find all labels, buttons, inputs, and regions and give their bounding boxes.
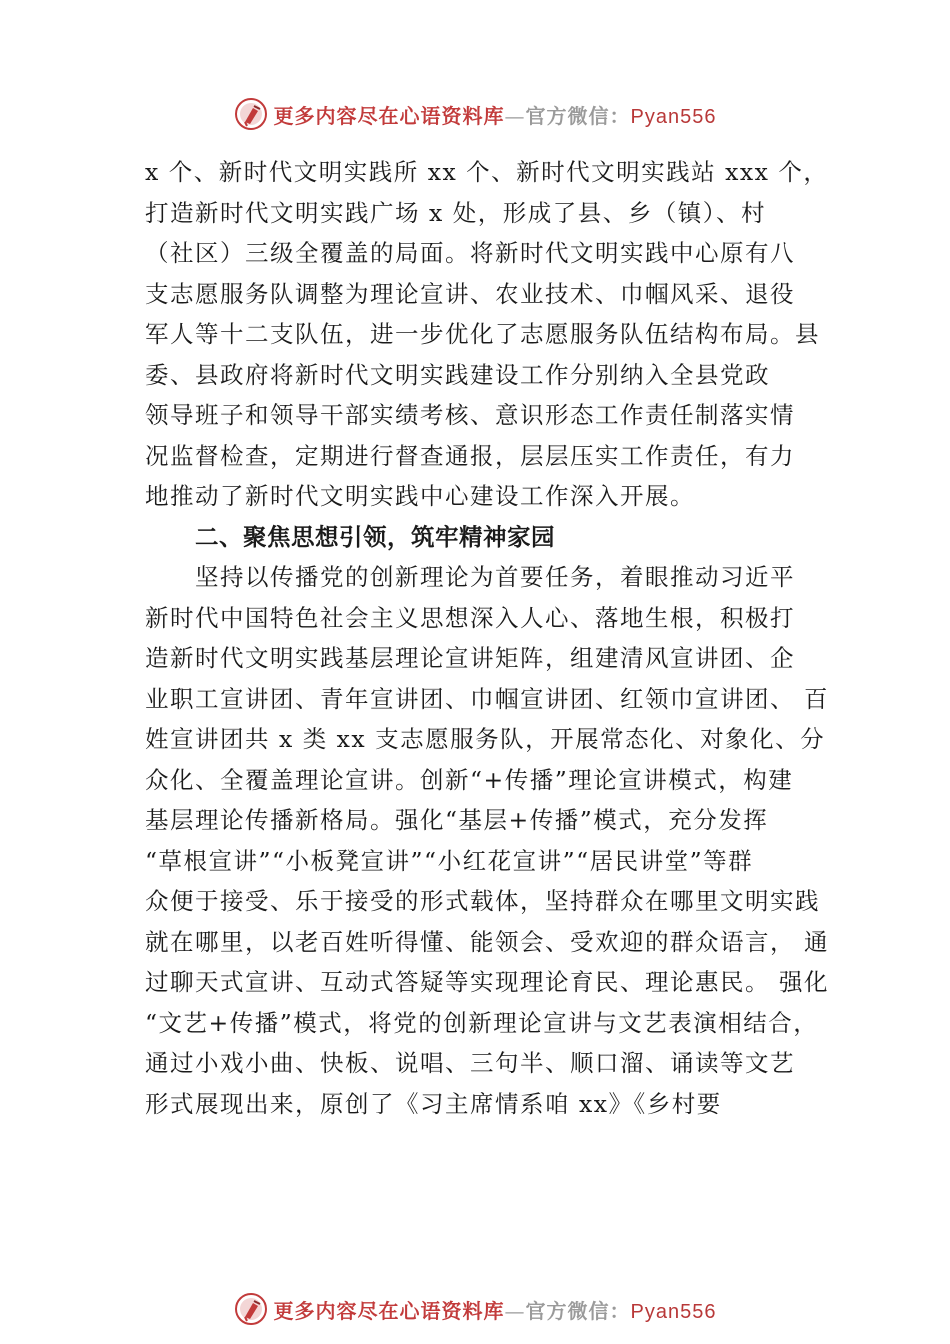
watermark-dash: —: [504, 103, 526, 128]
text-line: 众便于接受、乐于接受的形式载体，坚持群众在哪里文明实践: [145, 887, 820, 915]
text-line: 坚持以传播党的创新理论为首要任务，着眼推动习近平: [195, 563, 795, 591]
text-line: 委、县政府将新时代文明实践建设工作分别纳入全县党政: [145, 360, 770, 389]
text-line: 军人等十二支队伍，进一步优化了志愿服务队伍结构布局。县: [145, 320, 820, 348]
section-heading: 二、聚焦思想引领，筑牢精神家园: [195, 522, 555, 551]
text-line: 基层理论传播新格局。强化“基层+传播”模式，充分发挥: [145, 806, 769, 834]
text-line: 领导班子和领导干部实绩考核、意识形态工作责任制落实情: [145, 401, 795, 429]
watermark-brand: 更多内容尽在心语资料库: [273, 1298, 505, 1323]
text-line: 新时代中国特色社会主义思想深入人心、落地生根，积极打: [145, 603, 795, 632]
text-line: 地推动了新时代文明实践中心建设工作深入开展。: [145, 482, 695, 510]
text-line: 众化、全覆盖理论宣讲。创新“+传播”理论宣讲模式，构建: [145, 765, 794, 794]
watermark-dash: —: [504, 1298, 526, 1323]
watermark-official-label: 官方微信：: [525, 1298, 631, 1323]
watermark-wechat-id: Pyan556: [630, 1300, 717, 1323]
text-line: 况监督检查，定期进行督查通报，层层压实工作责任，有力: [145, 441, 795, 470]
text-line: 姓宣讲团共 x 类 xx 支志愿服务队，开展常态化、对象化、分: [145, 725, 826, 753]
text-line: 通过小戏小曲、快板、说唱、三句半、顺口溜、诵读等文艺: [145, 1049, 795, 1077]
watermark-official-label: 官方微信：: [525, 103, 631, 128]
pen-nib-icon: [234, 1292, 268, 1326]
text-line: （社区）三级全覆盖的局面。将新时代文明实践中心原有八: [145, 239, 795, 267]
watermark-wechat-id: Pyan556: [630, 105, 717, 128]
text-line: 打造新时代文明实践广场 x 处，形成了县、乡（镇）、村: [145, 198, 766, 227]
text-line: 形式展现出来，原创了《习主席情系咱 xx》《乡村要: [145, 1089, 722, 1118]
text-line: 造新时代文明实践基层理论宣讲矩阵，组建清风宣讲团、企: [145, 644, 795, 672]
header-watermark: [0, 96, 950, 132]
pen-nib-icon: [234, 97, 268, 131]
document-body: [145, 152, 829, 1124]
text-line: x 个、新时代文明实践所 xx 个、新时代文明实践站 xxx 个，: [145, 158, 829, 186]
text-line: 支志愿服务队调整为理论宣讲、农业技术、巾帼风采、退役: [145, 279, 795, 308]
text-line: 业职工宣讲团、青年宣讲团、巾帼宣讲团、红领巾宣讲团、 百: [145, 684, 829, 713]
text-line: “草根宣讲”“小板凳宣讲”“小红花宣讲”“居民讲堂”等群: [145, 846, 754, 875]
text-line: 就在哪里，以老百姓听得懂、能领会、受欢迎的群众语言， 通: [145, 927, 829, 956]
text-line: “文艺+传播”模式，将党的创新理论宣讲与文艺表演相结合，: [145, 1008, 819, 1037]
watermark-brand: 更多内容尽在心语资料库: [273, 103, 505, 128]
text-line: 过聊天式宣讲、互动式答疑等实现理论育民、理论惠民。 强化: [145, 968, 829, 996]
footer-watermark: [0, 1291, 950, 1327]
